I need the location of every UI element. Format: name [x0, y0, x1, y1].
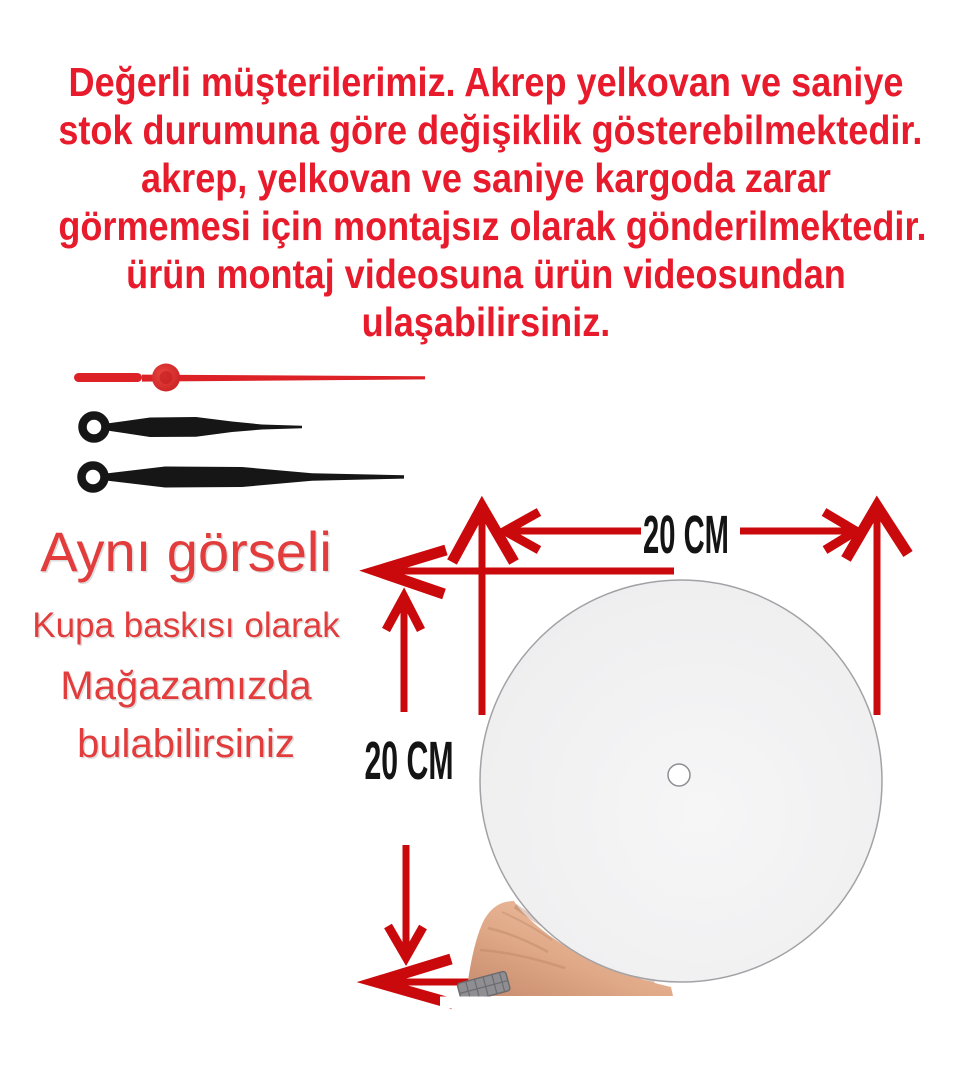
clock-dial-disc — [480, 580, 882, 982]
disc-center-hole — [668, 764, 690, 786]
second-hand-icon — [74, 364, 425, 392]
side-text-line4: bulabilirsiniz — [77, 722, 295, 766]
side-text-line3: Mağazamızda — [60, 664, 312, 708]
notice-line-6: ulaşabilirsiniz. — [361, 299, 611, 345]
minute-hand-icon — [82, 466, 405, 489]
side-text-line2: Kupa baskısı olarak — [32, 606, 340, 645]
width-arrow-left — [505, 512, 641, 550]
notice-line-1: Değerli müşterilerimiz. Akrep yelkovan ve saniye — [68, 59, 904, 105]
width-arrow-right — [740, 512, 856, 550]
hour-hand-icon — [83, 416, 303, 439]
notice-line-3: akrep, yelkovan ve saniye kargoda zarar — [141, 155, 831, 201]
notice-line-2: stok durumuna göre değişiklik gösterebilmektedir. — [58, 107, 923, 153]
height-arrow-down — [388, 845, 423, 957]
width-dimension-label: 20 CM — [643, 505, 729, 565]
height-dimension-label: 20 CM — [364, 731, 454, 791]
height-arrow-up — [386, 597, 421, 712]
notice-line-5: ürün montaj videosuna ürün videosundan — [126, 251, 846, 297]
notice-line-4: görmemesi için montajsız olarak gönderilmektedir. — [58, 203, 927, 249]
side-text-title: Aynı görseli — [40, 520, 332, 583]
